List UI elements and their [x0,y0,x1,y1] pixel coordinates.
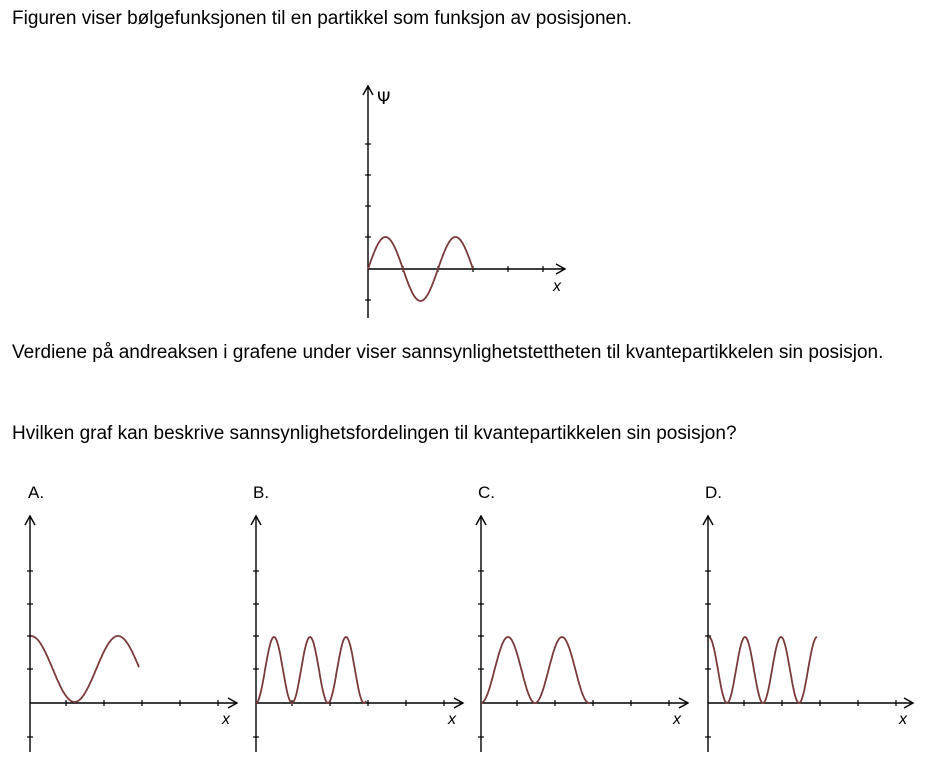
option-d-curve [709,637,817,703]
note-text: Verdiene på andreaksen i grafene under viser sannsynlighetstettheten til kvantepartikkelen sin posisjon. [12,342,884,363]
option-b-graph[interactable] [251,516,463,752]
option-b-curve [256,637,366,703]
option-a-curve [31,636,139,702]
option-a-graph[interactable] [25,516,237,752]
option-d-label[interactable]: D. [705,483,722,502]
psi-label: Ψ [377,89,391,109]
main-wavefunction-graph [363,86,565,318]
option-c-x-label: x [673,711,681,728]
option-c-label[interactable]: C. [478,483,495,502]
intro-text: Figuren viser bølgefunksjonen til en partikkel som funksjon av posisjonen. [12,8,632,29]
main-x-label: x [553,278,561,295]
option-b-x-label: x [448,711,456,728]
option-a-label[interactable]: A. [28,483,45,502]
option-d-x-label: x [899,711,907,728]
option-d-graph[interactable] [703,516,913,752]
option-c-curve [481,637,590,703]
option-c-graph[interactable] [476,516,688,752]
question-text: Hvilken graf kan beskrive sannsynlighetsfordelingen til kvantepartikkelen sin posisjon? [12,423,737,444]
option-a-x-label: x [222,711,230,728]
option-b-label[interactable]: B. [253,483,270,502]
